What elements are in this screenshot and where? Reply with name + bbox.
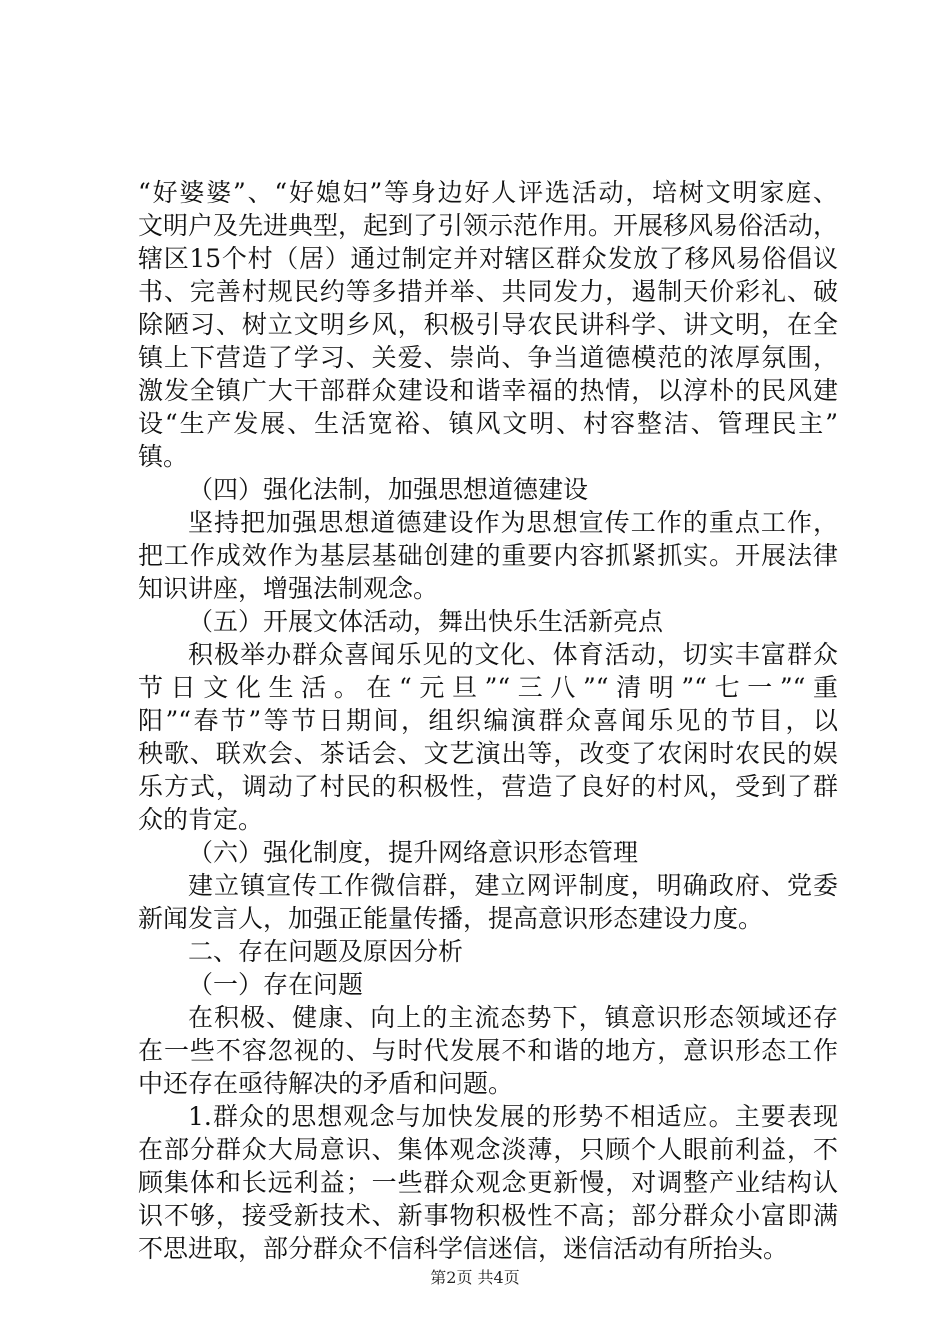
text-line: 中还存在亟待解决的矛盾和问题。 — [138, 1069, 514, 1098]
text-line: 阳”“春节”等节日期间，组织编演群众喜闻乐见的节目，以 — [138, 706, 838, 735]
text-line: 除陋习、树立文明乡风，积极引导农民讲科学、讲文明，在全 — [138, 310, 838, 339]
text-line: 识不够，接受新技术、新事物积极性不高；部分群众小富即满 — [138, 1201, 838, 1230]
text-line: 激发全镇广大干部群众建设和谐幸福的热情，以淳朴的民风建 — [138, 376, 838, 405]
text-line: “好婆婆”、“好媳妇”等身边好人评选活动，培树文明家庭、 — [138, 178, 838, 207]
text-line: （六）强化制度，提升网络意识形态管理 — [188, 838, 639, 867]
text-line: 新闻发言人，加强正能量传播，提高意识形态建设力度。 — [138, 904, 764, 933]
text-line: 节日文化生活。在“元旦”“三八”“清明”“七一”“重 — [138, 673, 838, 702]
text-line: 镇上下营造了学习、关爱、崇尚、争当道德模范的浓厚氛围， — [138, 343, 838, 372]
text-line: 积极举办群众喜闻乐见的文化、体育活动，切实丰富群众 — [188, 640, 838, 669]
text-line: 坚持把加强思想道德建设作为思想宣传工作的重点工作， — [188, 508, 838, 537]
text-line: 在部分群众大局意识、集体观念淡薄，只顾个人眼前利益，不 — [138, 1135, 838, 1164]
text-line: （一）存在问题 — [188, 970, 364, 999]
text-line: 把工作成效作为基层基础创建的重要内容抓紧抓实。开展法律 — [138, 541, 838, 570]
text-line: 设“生产发展、生活宽裕、镇风文明、村容整洁、管理民主” — [138, 409, 838, 438]
text-line: 辖区15个村（居）通过制定并对辖区群众发放了移风易俗倡议 — [138, 244, 838, 273]
text-line: 镇。 — [138, 442, 189, 471]
text-line: 顾集体和长远利益；一些群众观念更新慢，对调整产业结构认 — [138, 1168, 838, 1197]
text-line: 众的肯定。 — [138, 805, 264, 834]
text-line: 不思进取，部分群众不信科学信迷信，迷信活动有所抬头。 — [138, 1234, 789, 1263]
text-line: 书、完善村规民约等多措并举、共同发力，遏制天价彩礼、破 — [138, 277, 838, 306]
text-line: 文明户及先进典型，起到了引领示范作用。开展移风易俗活动， — [138, 211, 839, 240]
text-line: 在一些不容忽视的、与时代发展不和谐的地方，意识形态工作 — [138, 1036, 838, 1065]
text-line: （五）开展文体活动，舞出快乐生活新亮点 — [188, 607, 664, 636]
document-body — [138, 176, 838, 1265]
text-line: 在积极、健康、向上的主流态势下，镇意识形态领域还存 — [188, 1003, 838, 1032]
text-line: （四）强化法制，加强思想道德建设 — [188, 475, 589, 504]
text-line: 二、存在问题及原因分析 — [188, 937, 464, 966]
text-line: 乐方式，调动了村民的积极性，营造了良好的村风，受到了群 — [138, 772, 838, 801]
text-line: 知识讲座，增强法制观念。 — [138, 574, 439, 603]
text-line: 1.群众的思想观念与加快发展的形势不相适应。主要表现 — [188, 1102, 838, 1131]
page-footer: 第2页 共4页 — [430, 1268, 520, 1287]
text-line: 建立镇宣传工作微信群，建立网评制度，明确政府、党委 — [188, 871, 838, 900]
text-line: 秧歌、联欢会、茶话会、文艺演出等，改变了农闲时农民的娱 — [138, 739, 838, 768]
